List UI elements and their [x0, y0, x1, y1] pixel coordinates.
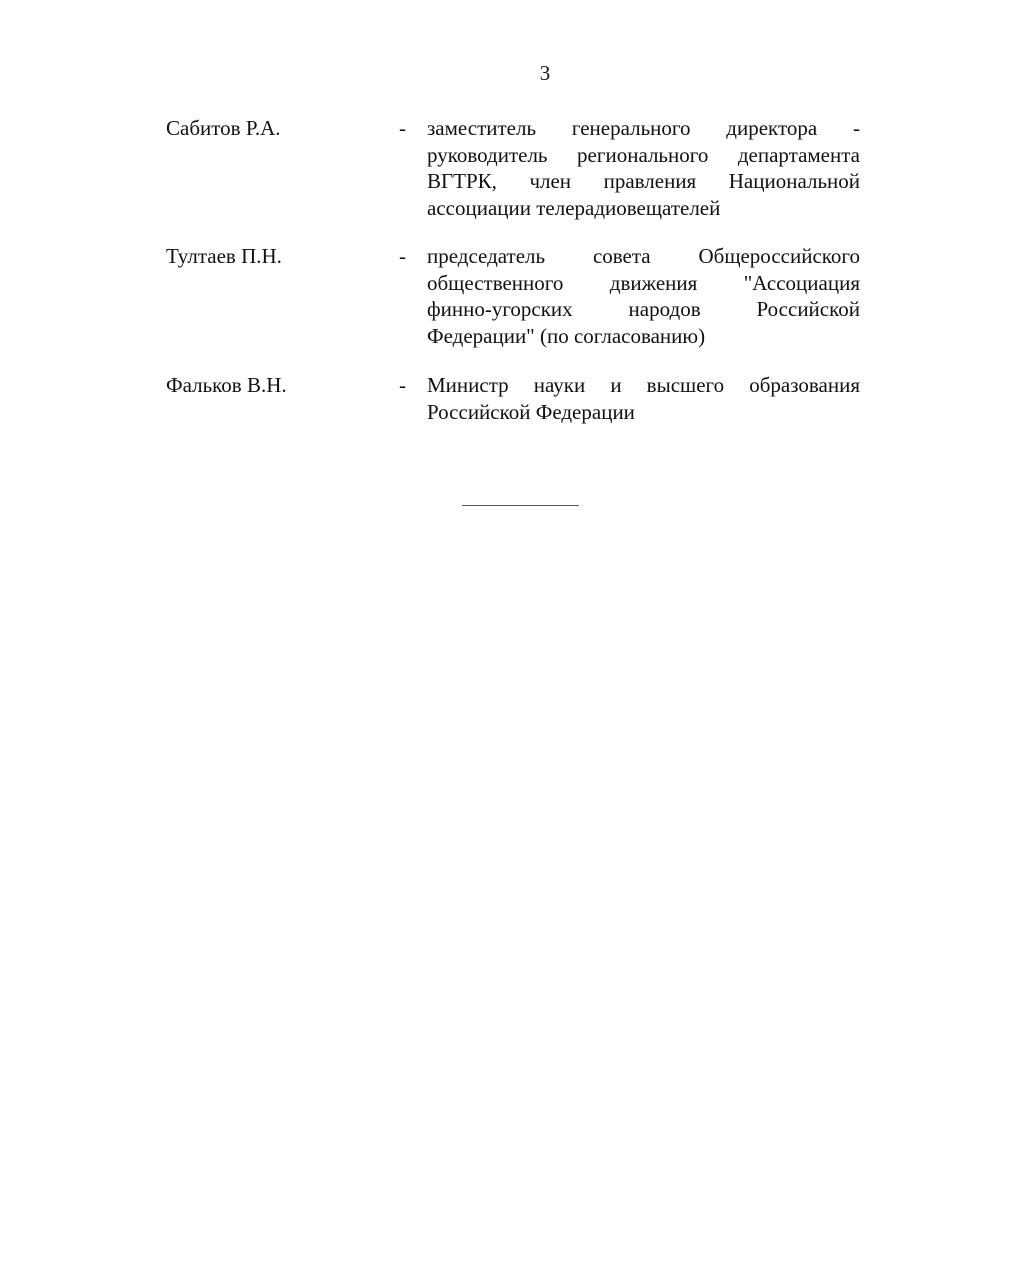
description-line: Министр науки и высшего образования: [427, 373, 860, 397]
member-dash: -: [399, 373, 406, 397]
member-description: [427, 115, 860, 221]
description-line: общественного движения "Ассоциация: [427, 270, 860, 295]
description-line: Российской Федерации: [427, 399, 635, 424]
member-dash: -: [399, 116, 406, 140]
member-dash: -: [399, 244, 406, 268]
member-name: Тултаев П.Н.: [166, 244, 282, 268]
description-line: финно-угорских народов Российской: [427, 297, 860, 321]
page-number: 3: [539, 61, 551, 85]
description-line: председатель совета Общероссийского: [427, 244, 860, 268]
description-line: заместитель генерального директора -: [427, 116, 860, 140]
member-entry: [166, 115, 860, 221]
member-entry: [166, 243, 860, 349]
member-description: [427, 243, 860, 349]
member-name: Сабитов Р.А.: [166, 116, 281, 140]
end-separator-line: [462, 505, 579, 506]
description-line: руководитель регионального департамента: [427, 142, 860, 167]
description-line: ассоциации телерадиовещателей: [427, 195, 721, 220]
description-line: Федерации" (по согласованию): [427, 323, 706, 348]
description-line: ВГТРК, член правления Национальной: [427, 169, 860, 193]
member-entry: [166, 372, 860, 425]
member-description: [427, 372, 860, 425]
member-name: Фальков В.Н.: [166, 373, 287, 397]
